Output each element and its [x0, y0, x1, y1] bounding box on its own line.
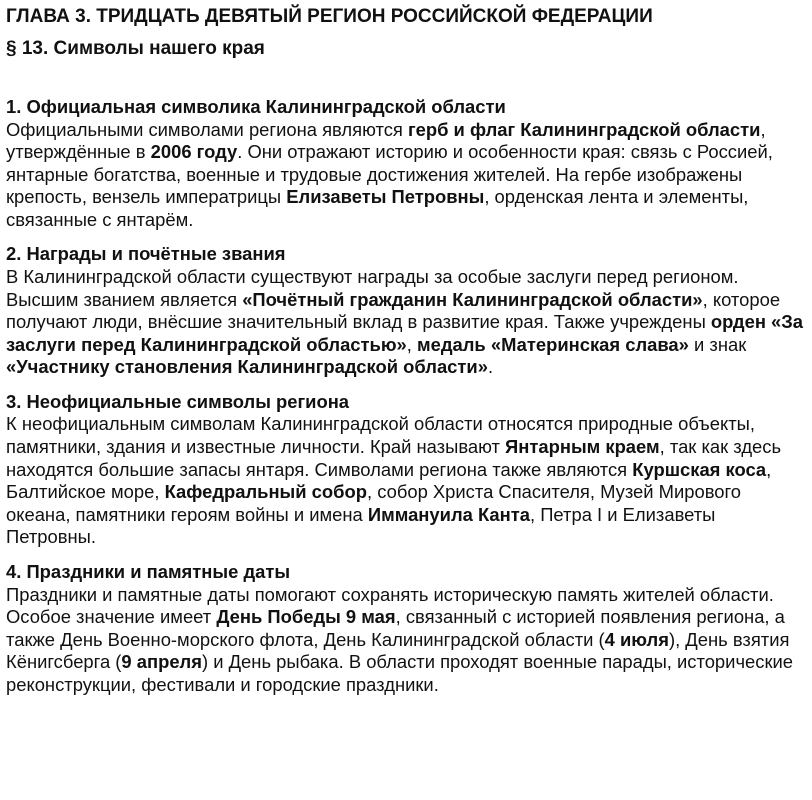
section-body	[6, 413, 806, 549]
emphasis-text: герб и флаг Калининградской области	[407, 118, 761, 140]
emphasis-text: 2006 году	[150, 141, 238, 163]
body-text: , орденская лента и элементы, связанные с янтарём.	[6, 186, 749, 230]
section-heading: 4. Праздники и памятные даты	[6, 561, 291, 582]
emphasis-text: 9 апреля	[121, 651, 202, 673]
section-body	[6, 584, 806, 697]
section-unofficial-symbols	[6, 391, 806, 549]
emphasis-text: 4 июля	[604, 628, 669, 650]
body-text: . Они отражают историю и особенности края: связь с Россией, янтарные богатства, военные и трудовые достижения жителей. На гербе изображены крепость, вензель императрицы	[6, 141, 773, 208]
emphasis-text: «Почётный гражданин Калининградской области»	[242, 288, 703, 310]
body-text: , так как здесь находятся большие запасы янтаря. Символами региона также являются	[6, 436, 782, 480]
emphasis-text: Иммануила Канта	[367, 503, 530, 525]
document-page	[6, 4, 806, 696]
body-text: и знак	[688, 333, 747, 355]
emphasis-text: Кафедральный собор	[164, 481, 367, 503]
body-text: ,	[406, 333, 418, 355]
section-body	[6, 119, 806, 232]
emphasis-text: Елизаветы Петровны	[286, 186, 485, 208]
body-text: ), День взятия Кёнигсберга (	[6, 628, 790, 673]
body-text: , связанный с историей появления региона, а также День Военно-морского флота, День Калининградской области (	[6, 606, 785, 650]
section-holidays	[6, 561, 806, 696]
body-text: В Калининградской области существуют награды за особые заслуги перед регионом. Высшим званием является	[6, 265, 739, 310]
section-awards	[6, 243, 806, 378]
body-text: , Петра I и Елизаветы Петровны.	[6, 503, 716, 548]
section-official-symbols	[6, 96, 806, 231]
body-text: , которое получают люди, внёсшие значительный вклад в развитие края. Также учреждены	[6, 288, 781, 333]
body-text: Официальными символами региона являются	[6, 118, 408, 140]
body-text: , собор Христа Спасителя, Музей Мирового океана, памятники героям войны и имена	[6, 481, 742, 525]
body-text: , утверждённые в	[6, 118, 766, 163]
body-text: К неофициальным символам Калининградской области относятся природные объекты, памятники, здания и известные личности. Край называют	[6, 413, 755, 458]
body-text: ) и День рыбака. В области проходят военные парады, исторические реконструкции, фестивали и городские праздники.	[6, 651, 793, 695]
emphasis-text: орден «За заслуги перед Калининградской областью»	[6, 311, 804, 355]
chapter-title: ГЛАВА 3. ТРИДЦАТЬ ДЕВЯТЫЙ РЕГИОН РОССИЙСКОЙ ФЕДЕРАЦИИ	[6, 6, 653, 27]
body-text: .	[487, 356, 494, 378]
emphasis-text: медаль «Материнская слава»	[417, 333, 689, 355]
emphasis-text: Янтарным краем	[505, 436, 660, 458]
emphasis-text: Куршская коса	[632, 458, 767, 480]
paragraph-title: § 13. Символы нашего края	[6, 38, 265, 59]
section-heading: 1. Официальная символика Калининградской области	[6, 96, 506, 117]
section-body	[6, 266, 806, 379]
body-text: , Балтийское море,	[6, 458, 772, 503]
section-heading: 2. Награды и почётные звания	[6, 243, 286, 265]
section-heading: 3. Неофициальные символы региона	[6, 390, 350, 412]
emphasis-text: День Победы 9 мая	[216, 606, 396, 628]
emphasis-text: «Участнику становления Калининградской области»	[6, 356, 488, 378]
body-text: Праздники и памятные даты помогают сохранять историческую память жителей области. Особое значение имеет	[6, 583, 774, 628]
